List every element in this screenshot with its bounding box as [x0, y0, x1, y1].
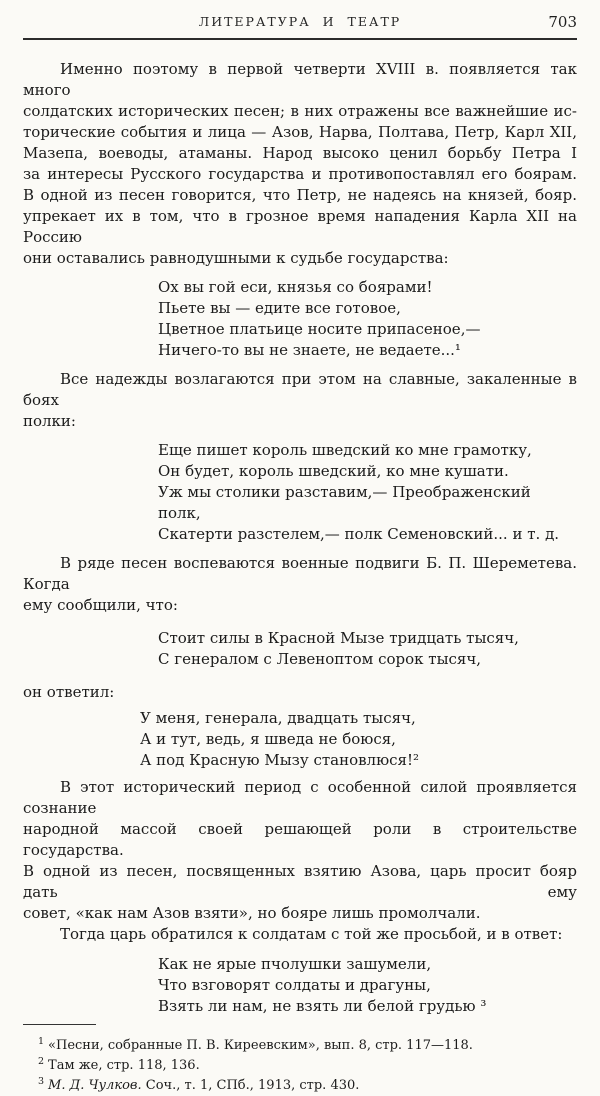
text-line: они оставались равнодушными к судьбе государства:: [23, 249, 449, 267]
text-line: народной массой своей решающей роли в строительстве государства.: [23, 820, 577, 859]
text-line: В ряде песен воспеваются военные подвиги Б. П. Шереметева. Когда: [23, 554, 577, 593]
text-line: Ничего-то вы не знаете, не ведаете...¹: [158, 341, 461, 359]
paragraph-6: [23, 924, 577, 945]
footnote-text: Соч., т. 1, СПб., 1913, стр. 430.: [145, 1078, 360, 1093]
verse-quote-2: [23, 440, 577, 545]
text-line: за интересы Русского государства и противопоставлял его боярам.: [23, 165, 577, 183]
paragraph-4: [23, 682, 577, 703]
text-line: Скатерти разстелем,— полк Семеновский... и т. д.: [158, 525, 560, 543]
text-line: Мазепа, воеводы, атаманы. Народ высоко ценил борьбу Петра I: [23, 144, 577, 162]
text-line: Пьете вы — едите все готовое,: [158, 299, 401, 317]
text-line: Еще пишет король шведский ко мне грамотку,: [158, 441, 532, 459]
text-line: А под Красную Мызу становлюся!²: [140, 751, 420, 769]
paragraph-2: [23, 369, 577, 432]
header-rule: [23, 38, 577, 40]
footnote-text: Там же, стр. 118, 136.: [48, 1058, 200, 1073]
text-line: он ответил:: [23, 683, 115, 701]
footnote-marker: 3: [38, 1075, 45, 1087]
footnote-marker: 2: [38, 1055, 45, 1067]
footnote-marker: 1: [38, 1035, 45, 1047]
text-line: Взять ли нам, не взять ли белой грудью ³: [158, 997, 487, 1015]
paragraph-5: [23, 777, 577, 924]
text-line: Ох вы гой еси, князья со боярами!: [158, 278, 433, 296]
body-text: [23, 59, 577, 1017]
verse-quote-3: [23, 628, 577, 670]
footnote-text: «Песни, собранные П. В. Киреевским», вып. 8, стр. 117—118.: [48, 1038, 473, 1053]
running-title: ЛИТЕРАТУРА И ТЕАТР: [198, 14, 402, 29]
footnotes: [23, 1036, 577, 1096]
text-line: Цветное платьице носите припасеное,—: [158, 320, 481, 338]
paragraph-1: [23, 59, 577, 269]
text-line: Именно поэтому в первой четверти XVIII в. появляется так много: [23, 60, 577, 99]
verse-quote-5: [23, 954, 577, 1017]
text-line: торические события и лица — Азов, Нарва, Полтава, Петр, Карл XII,: [23, 123, 577, 141]
text-line: Тогда царь обратился к солдатам с той же просьбой, и в ответ:: [60, 925, 563, 943]
footnote-2: [23, 1056, 577, 1076]
verse-quote-4: [23, 708, 577, 771]
text-line: солдатских исторических песен; в них отражены все важнейшие ис-: [23, 102, 577, 120]
paragraph-3: [23, 553, 577, 616]
footnote-separator: [23, 1024, 96, 1025]
text-line: В этот исторический период с особенной силой проявляется сознание: [23, 778, 577, 817]
footnote-1: [23, 1036, 577, 1056]
footnote-3: [23, 1076, 577, 1096]
text-line: У меня, генерала, двадцать тысяч,: [140, 709, 416, 727]
text-line: полки:: [23, 412, 76, 430]
text-line: С генералом с Левеноптом сорок тысяч,: [158, 650, 482, 668]
text-line: А и тут, ведь, я шведа не боюся,: [140, 730, 396, 748]
page-number: 703: [548, 13, 577, 31]
text-line: Все надежды возлагаются при этом на славные, закаленные в боях: [23, 370, 577, 409]
text-line: Уж мы столики разставим,— Преображенский полк,: [158, 483, 531, 522]
footnote-author: М. Д. Чулков.: [48, 1078, 142, 1093]
text-line: Он будет, король шведский, ко мне кушати.: [158, 462, 509, 480]
text-line: Как не ярые пчолушки зашумели,: [158, 955, 432, 973]
text-line: Стоит силы в Красной Мызе тридцать тысяч,: [158, 629, 519, 647]
text-line: ему сообщили, что:: [23, 596, 178, 614]
text-line: В одной из песен, посвященных взятию Азова, царь просит бояр дать ему: [23, 862, 577, 901]
text-line: Что взговорят солдаты и драгуны,: [158, 976, 431, 994]
text-line: упрекает их в том, что в грозное время нападения Карла XII на Россию: [23, 207, 577, 246]
text-line: В одной из песен говорится, что Петр, не надеясь на князей, бояр.: [23, 186, 577, 204]
text-line: совет, «как нам Азов взяти», но бояре лишь промолчали.: [23, 904, 481, 922]
page-header: [23, 0, 577, 29]
verse-quote-1: [23, 277, 577, 361]
